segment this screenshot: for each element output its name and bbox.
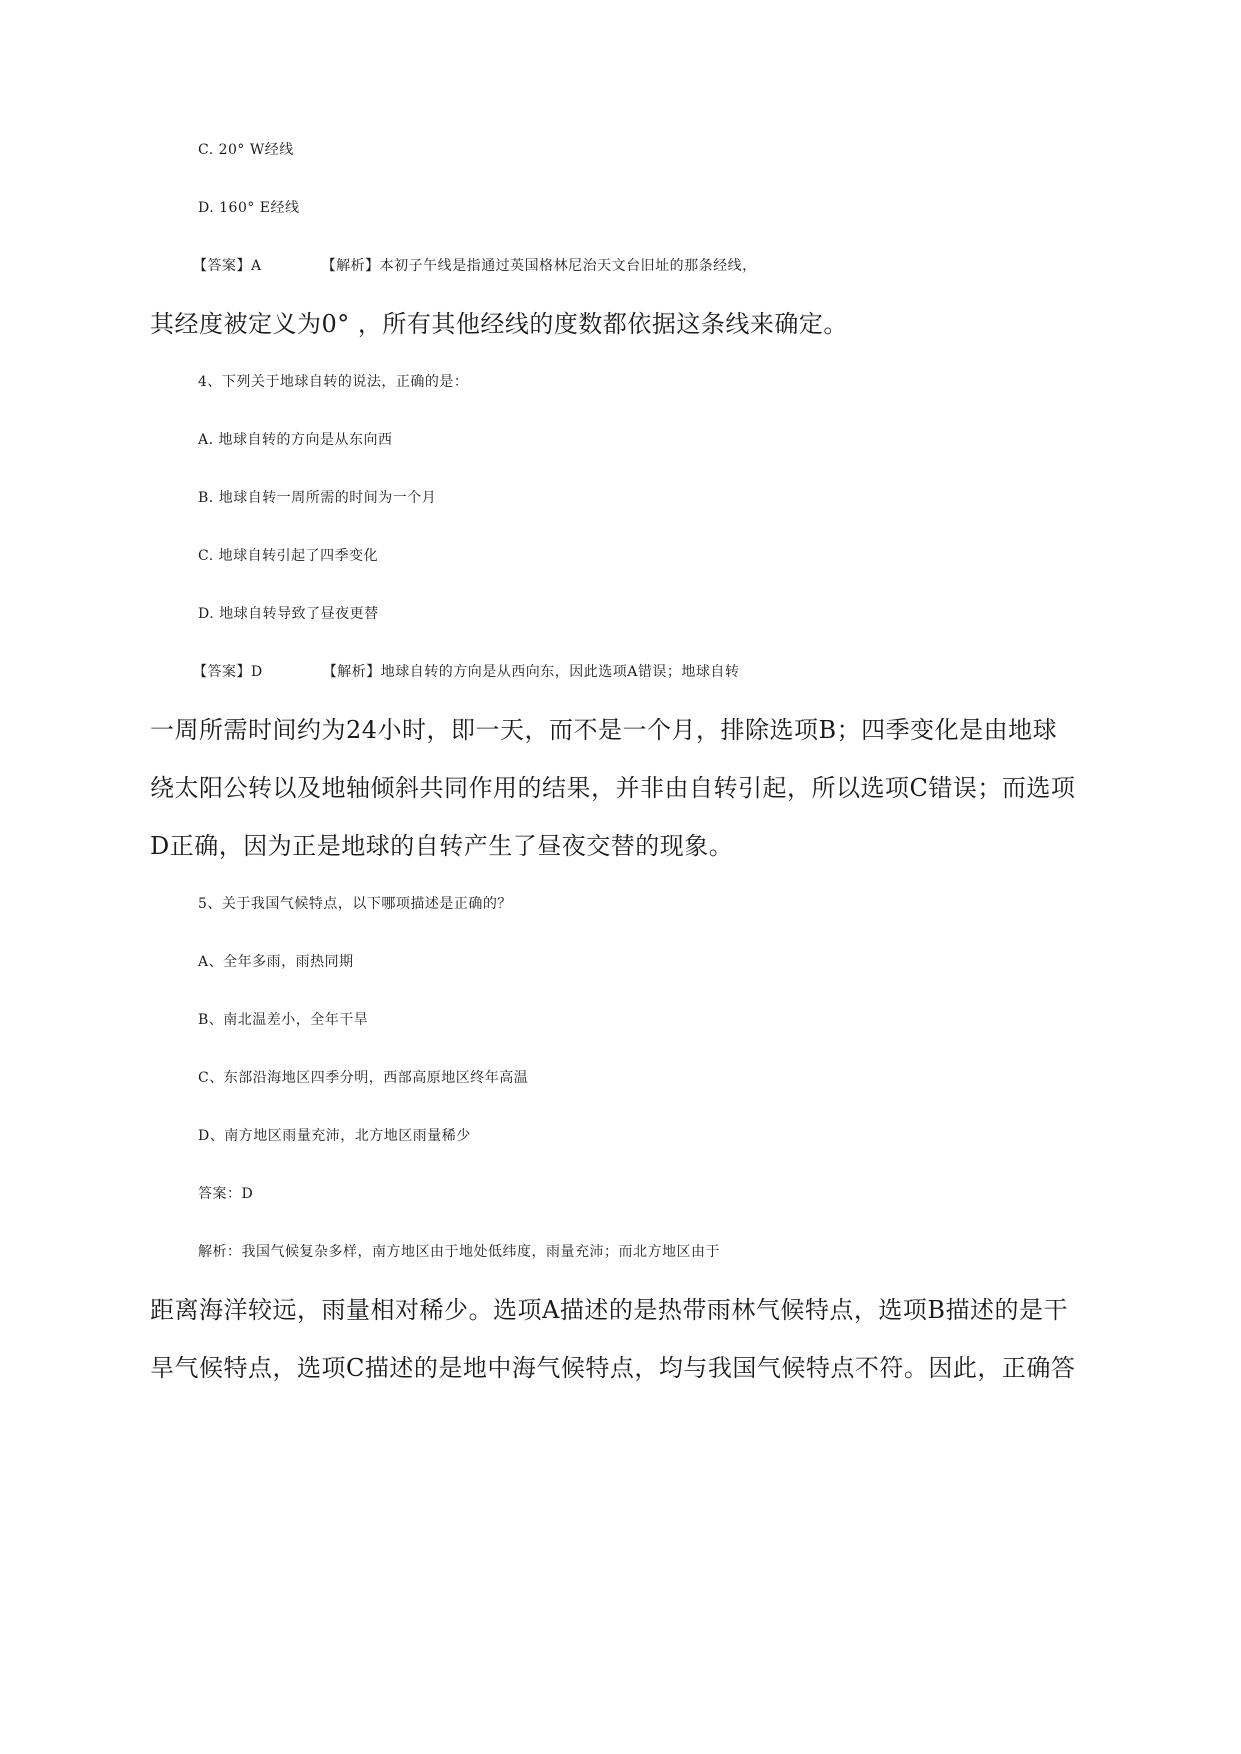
- q4-option-a: A. 地球自转的方向是从东向西: [198, 432, 393, 448]
- q5-option-b: B、南北温差小，全年干旱: [198, 1012, 369, 1028]
- q5-option-d: D、南方地区雨量充沛，北方地区雨量稀少: [198, 1128, 471, 1144]
- q5-analysis-line1: 解析：我国气候复杂多样，南方地区由于地处低纬度，雨量充沛；而北方地区由于: [198, 1244, 720, 1260]
- q5-option-a: A、全年多雨，雨热同期: [198, 954, 354, 970]
- q4-answer-label: 【答案】D: [193, 664, 263, 680]
- q4-question: 4、下列关于地球自转的说法，正确的是：: [198, 374, 469, 390]
- q3-option-d: D. 160° E经线: [198, 200, 300, 216]
- q4-analysis-line2: 一周所需时间约为24小时，即一天，而不是一个月，排除选项B；四季变化是由地球: [150, 716, 1058, 744]
- q5-option-c: C、东部沿海地区四季分明，西部高原地区终年高温: [198, 1070, 529, 1086]
- q5-analysis-line2: 距离海洋较远，雨量相对稀少。选项A描述的是热带雨林气候特点，选项B描述的是干: [150, 1296, 1068, 1324]
- q4-option-c: C. 地球自转引起了四季变化: [198, 548, 379, 564]
- q4-analysis-line1: 【解析】地球自转的方向是从西向东，因此选项A错误；地球自转: [322, 664, 740, 680]
- q5-answer: 答案：D: [198, 1186, 254, 1202]
- q4-analysis-line3: 绕太阳公转以及地轴倾斜共同作用的结果，并非由自转引起，所以选项C错误；而选项: [150, 774, 1076, 802]
- q4-answer-analysis: [193, 655, 1133, 689]
- q3-analysis-line1: 【解析】本初子午线是指通过英国格林尼治天文台旧址的那条经线，: [321, 258, 757, 274]
- q3-analysis-line2: 其经度被定义为0° ，所有其他经线的度数都依据这条线来确定。: [150, 310, 848, 338]
- q3-option-c: C. 20° W经线: [198, 142, 294, 158]
- q4-option-b: B. 地球自转一周所需的时间为一个月: [198, 490, 437, 506]
- q5-question: 5、关于我国气候特点，以下哪项描述是正确的？: [198, 896, 512, 912]
- q3-answer-label: 【答案】A: [193, 258, 262, 274]
- q3-answer-analysis: [193, 249, 1133, 283]
- q4-analysis-line4: D正确，因为正是地球的自转产生了昼夜交替的现象。: [150, 832, 734, 860]
- q4-option-d: D. 地球自转导致了昼夜更替: [198, 606, 379, 622]
- q5-analysis-line3: 旱气候特点，选项C描述的是地中海气候特点，均与我国气候特点不符。因此，正确答: [150, 1354, 1076, 1382]
